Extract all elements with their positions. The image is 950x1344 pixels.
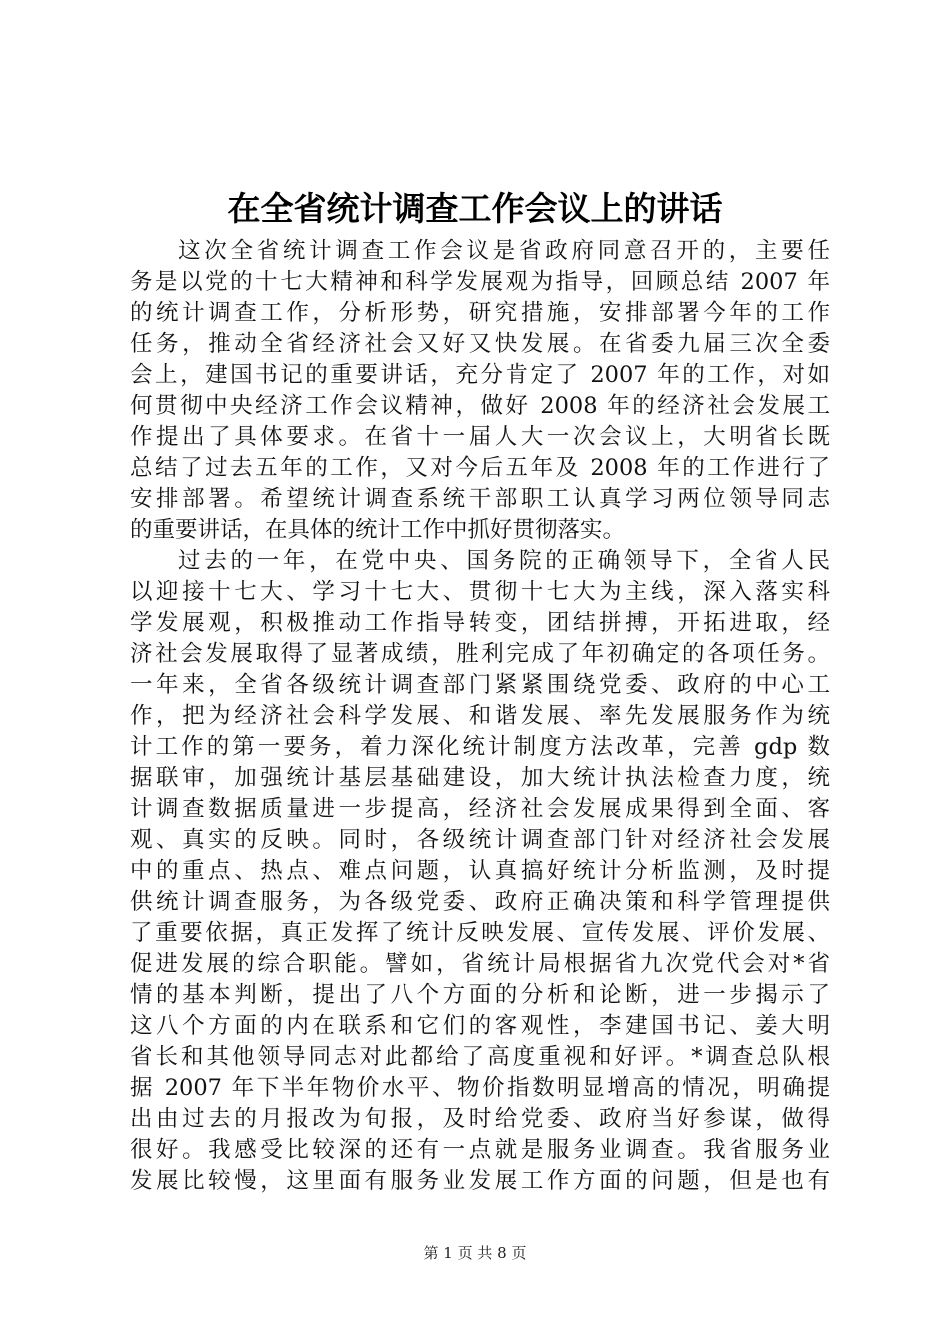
text-line: 总结了过去五年的工作，又对今后五年及 2008 年的工作进行了	[130, 455, 830, 481]
text-line: 出由过去的月报改为旬报，及时给党委、政府当好参谋，做得	[130, 1106, 830, 1132]
text-line: 以迎接十七大、学习十七大、贯彻十七大为主线，深入落实科	[130, 579, 830, 605]
text-line: 济社会发展取得了显著成绩，胜利完成了年初确定的各项任务。	[130, 641, 830, 667]
text-line: 一年来，全省各级统计调查部门紧紧围绕党委、政府的中心工	[130, 672, 830, 698]
document-title: 在全省统计调查工作会议上的讲话	[227, 189, 723, 228]
text-line: 中的重点、热点、难点问题，认真搞好统计分析监测，及时提	[130, 858, 830, 884]
text-line: 计调查数据质量进一步提高，经济社会发展成果得到全面、客	[130, 796, 830, 822]
text-line: 发展比较慢，这里面有服务业发展工作方面的问题，但是也有	[130, 1168, 830, 1194]
text-line: 作提出了具体要求。在省十一届人大一次会议上，大明省长既	[130, 424, 830, 450]
text-line: 会上，建国书记的重要讲话，充分肯定了 2007 年的工作，对如	[130, 362, 830, 388]
text-line: 的重要讲话，在具体的统计工作中抓好贯彻落实。	[130, 517, 626, 543]
text-line: 学发展观，积极推动工作指导转变，团结拼搏，开拓进取，经	[130, 610, 830, 636]
text-line: 的统计调查工作，分析形势，研究措施，安排部署今年的工作	[130, 300, 830, 326]
text-line: 计工作的第一要务，着力深化统计制度方法改革，完善 gdp 数	[130, 734, 830, 760]
text-line: 安排部署。希望统计调查系统干部职工认真学习两位领导同志	[130, 486, 830, 512]
text-line: 据 2007 年下半年物价水平、物价指数明显增高的情况，明确提	[130, 1075, 830, 1101]
text-line: 很好。我感受比较深的还有一点就是服务业调查。我省服务业	[130, 1137, 830, 1163]
text-line: 这八个方面的内在联系和它们的客观性，李建国书记、姜大明	[130, 1013, 830, 1039]
text-line: 观、真实的反映。同时，各级统计调查部门针对经济社会发展	[130, 827, 830, 853]
document-body	[130, 236, 830, 1197]
text-line: 任务，推动全省经济社会又好又快发展。在省委九届三次全委	[130, 331, 830, 357]
text-line: 供统计调查服务，为各级党委、政府正确决策和科学管理提供	[130, 889, 830, 915]
page-footer: 第 1 页 共 8 页	[423, 1244, 527, 1262]
text-line: 作，把为经济社会科学发展、和谐发展、率先发展服务作为统	[130, 703, 830, 729]
text-line: 省长和其他领导同志对此都给了高度重视和好评。*调查总队根	[130, 1044, 830, 1070]
text-line: 据联审，加强统计基层基础建设，加大统计执法检查力度，统	[130, 765, 830, 791]
text-line: 情的基本判断，提出了八个方面的分析和论断，进一步揭示了	[130, 982, 830, 1008]
text-line: 过去的一年，在党中央、国务院的正确领导下，全省人民	[178, 548, 830, 574]
text-line: 这次全省统计调查工作会议是省政府同意召开的，主要任	[178, 238, 830, 264]
text-line: 促进发展的综合职能。譬如，省统计局根据省九次党代会对*省	[130, 951, 830, 977]
text-line: 务是以党的十七大精神和科学发展观为指导，回顾总结 2007 年	[130, 269, 830, 295]
text-line: 何贯彻中央经济工作会议精神，做好 2008 年的经济社会发展工	[130, 393, 830, 419]
text-line: 了重要依据，真正发挥了统计反映发展、宣传发展、评价发展、	[130, 920, 830, 946]
